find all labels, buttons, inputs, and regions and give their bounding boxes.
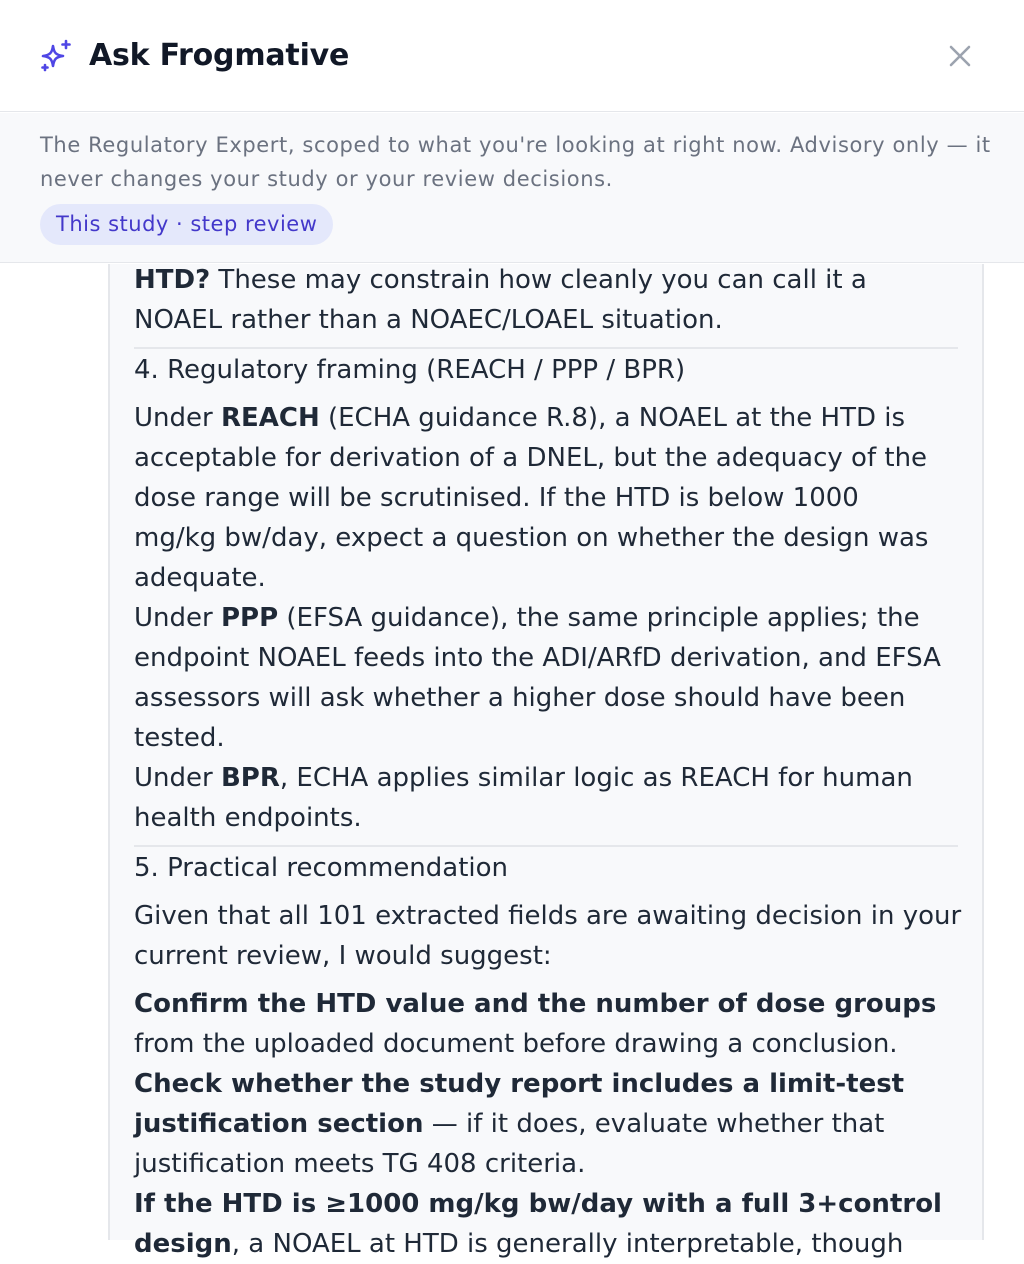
panel-title: Ask Frogmative bbox=[89, 38, 350, 73]
close-button[interactable] bbox=[940, 36, 980, 76]
answer-line: justification meets TG 408 criteria. bbox=[134, 1149, 586, 1179]
close-icon bbox=[948, 44, 972, 68]
answer-line: mg/kg bw/day, expect a question on whether the design was bbox=[134, 523, 929, 553]
section-divider bbox=[134, 347, 958, 349]
recommendation-item: If the HTD is ≥1000 mg/kg bw/day with a full 3+control bbox=[134, 1189, 942, 1219]
answer-line: current review, I would suggest: bbox=[134, 941, 552, 971]
answer-line: from the uploaded document before drawing a conclusion. bbox=[134, 1029, 898, 1059]
answer-line: design, a NOAEL at HTD is generally interpretable, though bbox=[134, 1229, 904, 1259]
section-heading: 4. Regulatory framing (REACH / PPP / BPR) bbox=[134, 355, 686, 385]
answer-line: HTD? These may constrain how cleanly you can call it a bbox=[134, 265, 867, 295]
panel-header bbox=[0, 0, 1024, 112]
answer-line: health endpoints. bbox=[134, 803, 362, 833]
section-divider bbox=[134, 845, 958, 847]
scope-description: The Regulatory Expert, scoped to what you're looking at right now. Advisory only — it never changes your study or your review decisions. bbox=[40, 133, 991, 191]
answer-line: adequate. bbox=[134, 563, 266, 593]
answer-line: dose range will be scrutinised. If the HTD is below 1000 bbox=[134, 483, 859, 513]
answer-line: Given that all 101 extracted fields are awaiting decision in your bbox=[134, 901, 962, 931]
answer-line: Under PPP (EFSA guidance), the same principle applies; the bbox=[134, 603, 920, 633]
recommendation-item: Confirm the HTD value and the number of dose groups bbox=[134, 989, 937, 1019]
answer-line: endpoint NOAEL feeds into the ADI/ARfD derivation, and EFSA bbox=[134, 643, 941, 673]
sparkle-icon bbox=[38, 38, 74, 74]
answer-line: Under BPR, ECHA applies similar logic as REACH for human bbox=[134, 763, 913, 793]
answer-line: tested. bbox=[134, 723, 225, 753]
scope-badge[interactable]: This study · step review bbox=[40, 204, 333, 245]
answer-line: acceptable for derivation of a DNEL, but the adequacy of the bbox=[134, 443, 928, 473]
answer-line: NOAEL rather than a NOAEC/LOAEL situation. bbox=[134, 305, 723, 335]
answer-line: justification section — if it does, evaluate whether that bbox=[134, 1109, 885, 1139]
recommendation-item: Check whether the study report includes a limit-test bbox=[134, 1069, 905, 1099]
answer-line: Under REACH (ECHA guidance R.8), a NOAEL at the HTD is bbox=[134, 403, 906, 433]
answer-line: assessors will ask whether a higher dose should have been bbox=[134, 683, 906, 713]
section-heading: 5. Practical recommendation bbox=[134, 853, 509, 883]
